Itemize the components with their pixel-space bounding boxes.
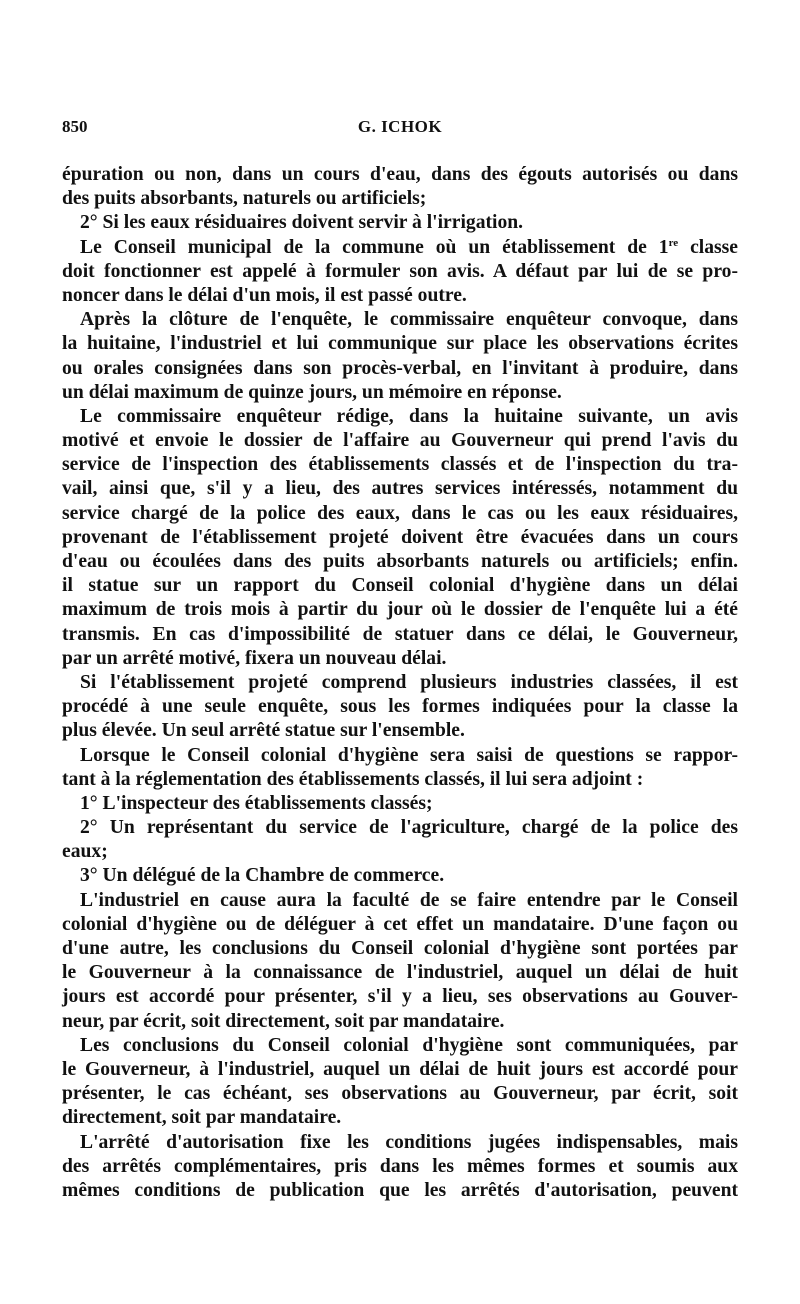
text-line: doit fonctionner est appelé à formuler son avis. A défaut par lui de se pro- (62, 260, 738, 282)
text-line: Lorsque le Conseil colonial d'hygiène sera saisi de questions se rappor- (80, 744, 738, 766)
text-line: le Gouverneur, à l'industriel, auquel un délai de huit jours est accordé pour (62, 1058, 738, 1080)
text-line: la huitaine, l'industriel et lui communique sur place les observations écrites (62, 333, 738, 355)
text-line: service de l'inspection des établissements classés et de l'inspection du tra- (62, 454, 738, 476)
text-line: vail, ainsi que, s'il y a lieu, des autres services intéressés, notamment du (62, 478, 738, 500)
text-line: plus élevée. Un seul arrêté statue sur l'ensemble. (62, 720, 465, 742)
text-line: des puits absorbants, naturels ou artificiels; (62, 188, 427, 210)
text-line: mêmes conditions de publication que les arrêtés d'autorisation, peuvent (62, 1179, 738, 1201)
text-line: 2° Si les eaux résiduaires doivent servir à l'irrigation. (80, 212, 524, 234)
text-line: des arrêtés complémentaires, pris dans les mêmes formes et soumis aux (62, 1155, 738, 1177)
running-head: G. ICHOK (357, 117, 443, 136)
body-text (62, 163, 738, 1203)
text-line: maximum de trois mois à partir du jour où le dossier de l'enquête lui a été (62, 599, 738, 621)
text-line: colonial d'hygiène ou de déléguer à cet effet un mandataire. D'une façon ou (62, 913, 738, 935)
page-header (62, 117, 738, 141)
text-line: service chargé de la police des eaux, dans le cas ou les eaux résiduaires, (62, 502, 738, 524)
text-line: 1° L'inspecteur des établissements classés; (80, 792, 433, 814)
text-line: par un arrêté motivé, fixera un nouveau délai. (62, 647, 447, 669)
text-line: le Gouverneur à la connaissance de l'industriel, auquel un délai de huit (62, 962, 738, 984)
text-line: 2° Un représentant du service de l'agriculture, chargé de la police des (80, 817, 738, 839)
text-line: motivé et envoie le dossier de l'affaire au Gouverneur qui prend l'avis du (62, 430, 738, 452)
text-line: transmis. En cas d'impossibilité de statuer dans ce délai, le Gouverneur, (62, 623, 738, 645)
text-line: ou orales consignées dans son procès-verbal, en l'invitant à produire, dans (62, 357, 738, 379)
text-line: il statue sur un rapport du Conseil colonial d'hygiène dans un délai (62, 575, 738, 597)
text-line: Les conclusions du Conseil colonial d'hygiène sont communiquées, par (80, 1034, 738, 1056)
text-line: d'une autre, les conclusions du Conseil colonial d'hygiène sont portées par (62, 938, 738, 959)
text-line: tant à la réglementation des établissements classés, il lui sera adjoint : (62, 768, 644, 790)
text-line: présenter, le cas échéant, ses observations au Gouverneur, par écrit, soit (62, 1083, 738, 1105)
text-line: d'eau ou écoulées dans des puits absorbants naturels ou artificiels; enfin. (62, 551, 738, 572)
text-line: Après la clôture de l'enquête, le commissaire enquêteur convoque, dans (80, 309, 738, 331)
ordinal-suffix: re (668, 236, 679, 249)
text-line: provenant de l'établissement projeté doivent être évacuées dans un cours (62, 526, 738, 548)
text-line: L'arrêté d'autorisation fixe les conditions jugées indispensables, mais (80, 1131, 738, 1153)
text-line: directement, soit par mandataire. (62, 1107, 342, 1129)
text-line: eaux; (62, 841, 108, 863)
text-line: jours est accordé pour présenter, s'il y a lieu, ses observations au Gouver- (62, 986, 738, 1008)
text-line: épuration ou non, dans un cours d'eau, dans des égouts autorisés ou dans (62, 164, 738, 185)
text-line: Si l'établissement projeté comprend plusieurs industries classées, il est (80, 671, 738, 693)
text-line: noncer dans le délai d'un mois, il est passé outre. (62, 284, 467, 306)
page-number: 850 (62, 117, 88, 136)
text-line: procédé à une seule enquête, sous les formes indiquées pour la classe la (62, 696, 738, 718)
text-line: L'industriel en cause aura la faculté de se faire entendre par le Conseil (80, 889, 738, 911)
text-line: neur, par écrit, soit directement, soit par mandataire. (62, 1010, 505, 1032)
text-line: 3° Un délégué de la Chambre de commerce. (80, 865, 445, 887)
text-line: Le commissaire enquêteur rédige, dans la huitaine suivante, un avis (80, 405, 738, 427)
text-line: Le Conseil municipal de la commune où un établissement de 1re classe (80, 236, 738, 258)
text-line: un délai maximum de quinze jours, un mémoire en réponse. (62, 381, 562, 403)
